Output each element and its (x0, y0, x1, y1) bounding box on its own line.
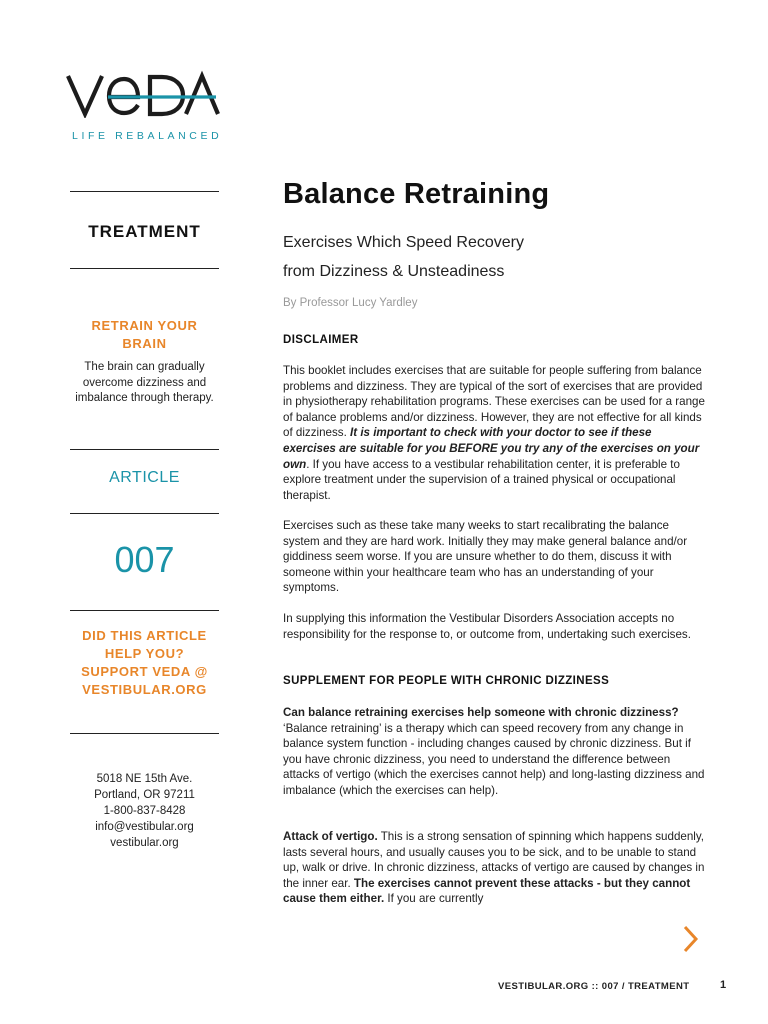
vertigo-label: Attack of vertigo. (283, 830, 378, 843)
footer-text: VESTIBULAR.ORG :: 007 / TREATMENT (498, 981, 690, 992)
disclaimer-heading: DISCLAIMER (283, 334, 359, 346)
support-link[interactable]: DID THIS ARTICLE HELP YOU? SUPPORT VEDA @ VESTIBULAR.ORG (81, 628, 208, 697)
email-link[interactable]: info@vestibular.org (95, 821, 194, 833)
divider (70, 610, 219, 611)
paragraph-text: . If you have access to a vestibular rehabilitation center, it is preferable to explore treatment under the supervision of a trained physical or occupational therapist. (283, 457, 680, 502)
divider (70, 191, 219, 192)
phone-number[interactable]: 1-800-837-8428 (103, 805, 186, 817)
veda-logo (66, 70, 226, 118)
vertigo-paragraph (283, 829, 705, 907)
supplement-heading: SUPPLEMENT FOR PEOPLE WITH CHRONIC DIZZINESS (283, 675, 610, 687)
paragraph: Exercises such as these take many weeks to start recalibrating the balance system and they are hard work. Initially they may make general balance and/or giddiness seem worse. If you are unsure whether to do them, discuss it with someone within your healthcare team who has an understanding of your symptoms. (283, 519, 688, 595)
byline: By Professor Lucy Yardley (283, 297, 418, 309)
article-subtitle (283, 228, 703, 286)
question-text: Can balance retraining exercises help someone with chronic dizziness? (283, 706, 679, 719)
question-block (283, 705, 705, 799)
important-notice: It is important to check with your doctor to see if these exercises are suitable for you BEFORE you try any of the exercises on your own (283, 426, 700, 471)
address-line: 5018 NE 15th Ave. (96, 773, 193, 785)
answer-text: ‘Balance retraining’ is a therapy which can speed recovery from any change in balance system function - including changes caused by chronic dizziness. But if you have chronic dizziness, you need to understand the difference between attacks of vertigo (which the exercises cannot help) and long-lasting dizziness and imbalance (which the exercises can help). (283, 721, 705, 797)
chevron-right-icon[interactable] (681, 924, 701, 954)
article-title: Balance Retraining (283, 178, 550, 210)
article-number: 007 (114, 539, 175, 580)
address-line: Portland, OR 97211 (94, 789, 195, 801)
disclaimer-paragraph (283, 363, 705, 503)
paragraph-text: If you are currently (384, 892, 484, 906)
promo-title: RETRAIN YOUR BRAIN (91, 318, 198, 351)
website-link[interactable]: vestibular.org (110, 837, 179, 849)
brand-tagline: LIFE REBALANCED (72, 130, 223, 142)
paragraph: In supplying this information the Vestibular Disorders Association accepts no responsibility for the response to, or outcome from, undertaking such exercises. (283, 612, 691, 641)
section-heading: TREATMENT (88, 222, 201, 241)
divider (70, 513, 219, 514)
vertigo-emphasis: The exercises cannot prevent these attacks - but they cannot cause them either. (283, 876, 691, 906)
divider (70, 733, 219, 734)
subtitle-line: from Dizziness & Unsteadiness (283, 263, 505, 280)
subtitle-line: Exercises Which Speed Recovery (283, 234, 524, 251)
promo-text: The brain can gradually overcome dizziness and imbalance through therapy. (75, 361, 214, 404)
article-label: ARTICLE (109, 469, 180, 486)
paragraph-text: This booklet includes exercises that are suitable for people suffering from balance problems and dizziness. They are typical of the sort of exercises that are provided in physiotherapy rehabilitation programs. These exercises can be used for a range of balance problems and/or dizziness. However, they are not effective for all kinds of dizziness. (283, 364, 705, 440)
paragraph-text: This is a strong sensation of spinning which happens suddenly, lasts several hours, and usually causes you to be sick, and to be unable to stand up, walk or drive. In chronic dizziness, attacks of vertigo are caused by changes in the inner ear. (283, 830, 705, 890)
divider (70, 268, 219, 269)
page-number: 1 (720, 979, 727, 991)
divider (70, 449, 219, 450)
